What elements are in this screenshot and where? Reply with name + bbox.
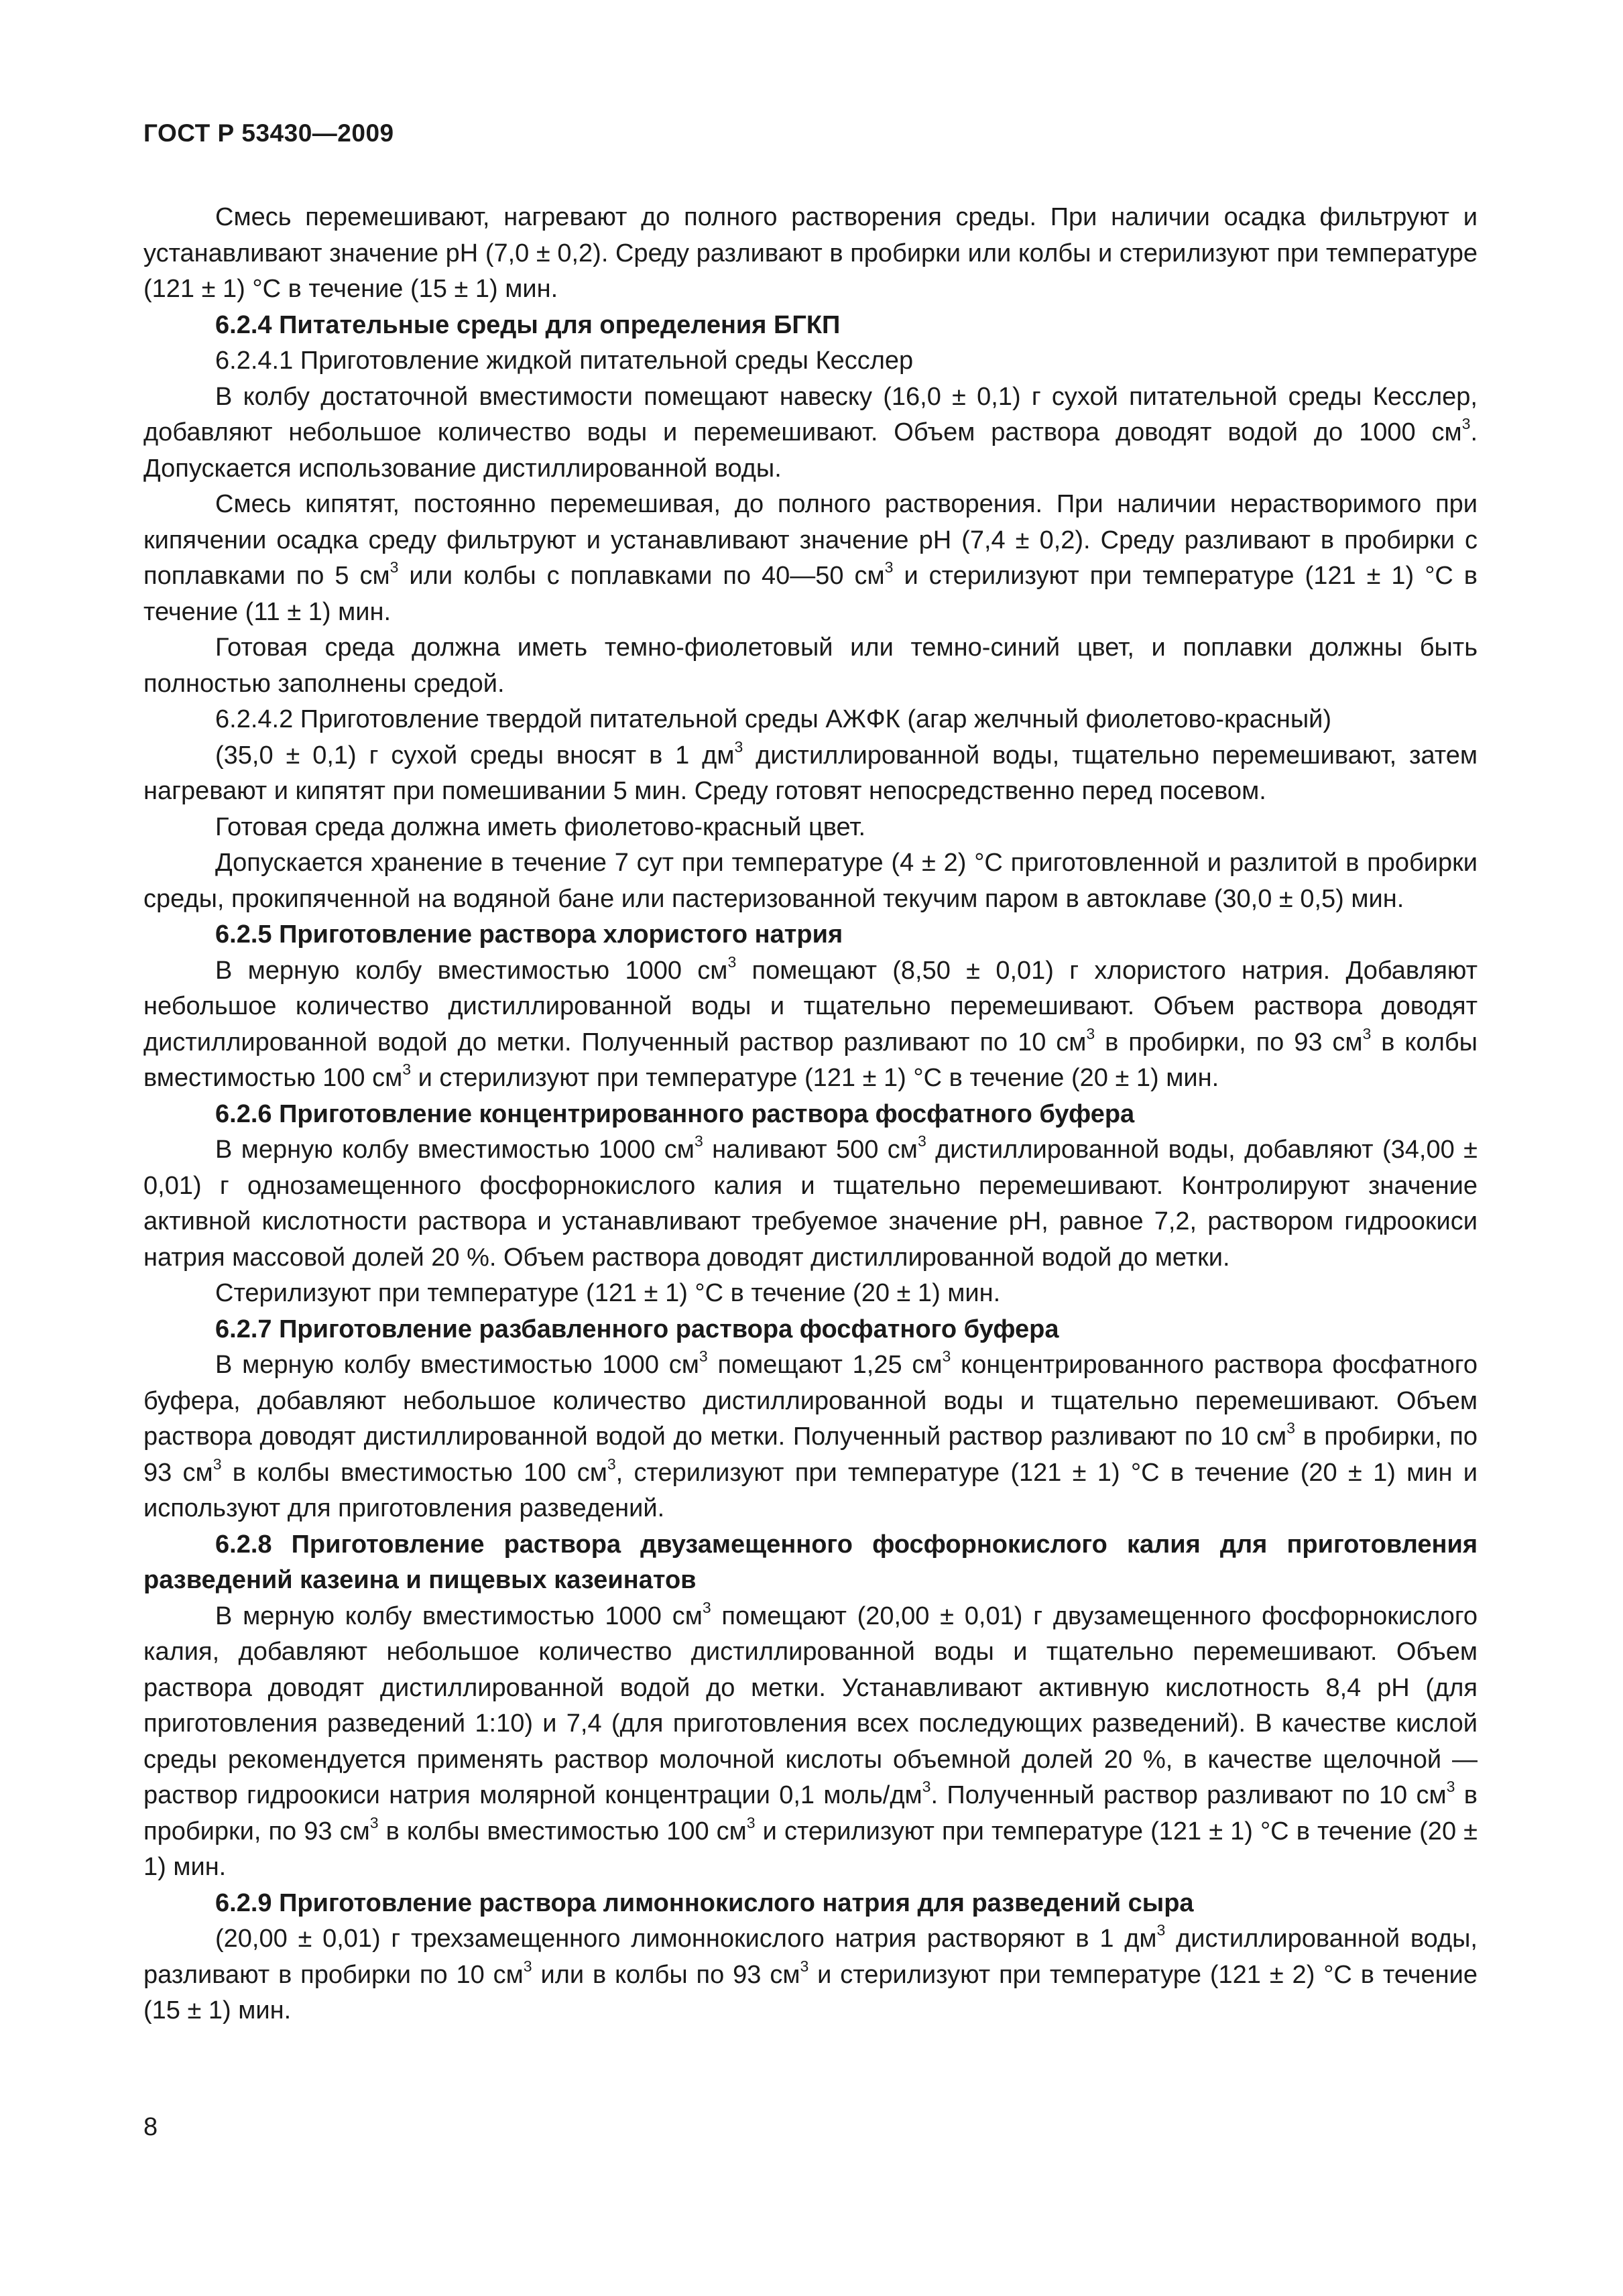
document-header: ГОСТ Р 53430—2009 xyxy=(143,119,394,147)
section-heading: 6.2.5 Приготовление раствора хлористого натрия xyxy=(215,920,843,949)
body-paragraph: Стерилизуют при температуре (121 ± 1) °С в течение (20 ± 1) мин. xyxy=(215,1279,1001,1307)
body-paragraph: (35,0 ± 0,1) г сухой среды вносят в 1 $дм^3$ дистиллированной воды, тщательно перемешивают, затем нагревают и кипятят при помешивании 5 мин. Среду готовят непосредственно перед посевом. xyxy=(143,737,1478,805)
body-paragraph: В мерную колбу вместимостью 1000 $см^3$ помещают 1,25 $см^3$ концентрированного раствора фосфатного буфера, добавляют небольшое количество дистиллированной воды и тщательно перемешивают. Объем раствора доводят дистиллированной водой до метки. Полученный раствор разливают по 10 $см^3$ в пробирки, по 93 $см^3$ в колбы вместимостью 100 $см^3$, стерилизуют при температуре (121 ± 1) °С в течение (20 ± 1) мин и используют для приготовления разведений. xyxy=(143,1347,1478,1522)
body-paragraph: В мерную колбу вместимостью 1000 $см^3$ помещают (20,00 ± 0,01) г двузамещенного фосфорнокислого калия, добавляют небольшое количество дистиллированной воды и тщательно перемешивают. Объем раствора доводят дистиллированной водой до метки. Устанавливают активную кислотность 8,4 рН (для приготовления разведений 1:10) и 7,4 (для приготовления всех последующих разведений). В качестве кислой среды рекомендуется применять раствор молочной кислоты объемной долей 20 %, в качестве щелочной — раствор гидроокиси натрия молярной концентрации 0,1 моль/$дм^3$. Полученный раствор разливают по 10 $см^3$ в пробирки, по 93 $см^3$ в колбы вместимостью 100 $см^3$ и стерилизуют при температуре (121 ± 1) °С в течение (20 ± 1) мин. xyxy=(143,1598,1478,1881)
section-heading: 6.2.7 Приготовление разбавленного раствора фосфатного буфера xyxy=(215,1315,1059,1343)
body-paragraph: В мерную колбу вместимостью 1000 $см^3$ помещают (8,50 ± 0,01) г хлористого натрия. Добавляют небольшое количество дистиллированной воды и тщательно перемешивают. Объем раствора доводят дистиллированной водой до метки. Полученный раствор разливают по 10 $см^3$ в пробирки, по 93 $см^3$ в колбы вместимостью 100 $см^3$ и стерилизуют при температуре (121 ± 1) °С в течение (20 ± 1) мин. xyxy=(143,953,1478,1092)
section-heading: 6.2.9 Приготовление раствора лимоннокислого натрия для разведений сыра xyxy=(215,1888,1194,1917)
body-paragraph: В колбу достаточной вместимости помещают навеску (16,0 ± 0,1) г сухой питательной среды Кесслер, добавляют небольшое количество воды и перемешивают. Объем раствора доводят водой до 1000 $см^3$. Допускается использование дистиллированной воды. xyxy=(143,382,1478,483)
body-paragraph: (20,00 ± 0,01) г трехзамещенного лимоннокислого натрия растворяют в 1 $дм^3$ дистиллированной воды, разливают в пробирки по 10 $см^3$ или в колбы по 93 $см^3$ и стерилизуют при температуре (121 ± 2) °С в течение (15 ± 1) мин. xyxy=(143,1921,1478,2025)
section-heading: 6.2.8 Приготовление раствора двузамещенного фосфорнокислого калия для приготовления разведений казеина и пищевых казеинатов xyxy=(143,1530,1478,1594)
body-paragraph: Готовая среда должна иметь темно-фиолетовый или темно-синий цвет, и поплавки должны быть полностью заполнены средой. xyxy=(143,633,1478,698)
body-paragraph: Смесь перемешивают, нагревают до полного растворения среды. При наличии осадка фильтруют и устанавливают значение рН (7,0 ± 0,2). Среду разливают в пробирки или колбы и стерилизуют при температуре (121 ± 1) °С в течение (15 ± 1) мин. xyxy=(143,203,1478,303)
page-number: 8 xyxy=(143,2113,158,2141)
body-paragraph: 6.2.4.1 Приготовление жидкой питательной среды Кесслер xyxy=(215,347,914,375)
document-body xyxy=(143,200,1478,2029)
body-paragraph: 6.2.4.2 Приготовление твердой питательной среды АЖФК (агар желчный фиолетово-красный) xyxy=(215,705,1332,733)
section-heading: 6.2.6 Приготовление концентрированного раствора фосфатного буфера xyxy=(215,1099,1135,1128)
body-paragraph: Смесь кипятят, постоянно перемешивая, до полного растворения. При наличии нерастворимого при кипячении осадка среду фильтруют и устанавливают значение рН (7,4 ± 0,2). Среду разливают в пробирки с поплавками по 5 $см^3$ или колбы с поплавками по 40—50 $см^3$ и стерилизуют при температуре (121 ± 1) °С в течение (11 ± 1) мин. xyxy=(143,490,1478,626)
body-paragraph: В мерную колбу вместимостью 1000 $см^3$ наливают 500 $см^3$ дистиллированной воды, добавляют (34,00 ± 0,01) г однозамещенного фосфорнокислого калия и тщательно перемешивают. Контролируют значение активной кислотности раствора и устанавливают требуемое значение рН, равное 7,2, раствором гидроокиси натрия массовой долей 20 %. Объем раствора доводят дистиллированной водой до метки. xyxy=(143,1132,1478,1272)
body-paragraph: Готовая среда должна иметь фиолетово-красный цвет. xyxy=(215,812,866,841)
body-paragraph: Допускается хранение в течение 7 сут при температуре (4 ± 2) °С приготовленной и разлитой в пробирки среды, прокипяченной на водяной бане или пастеризованной текучим паром в автоклаве (30,0 ± 0,5) мин. xyxy=(143,849,1478,913)
section-heading: 6.2.4 Питательные среды для определения БГКП xyxy=(215,310,841,339)
